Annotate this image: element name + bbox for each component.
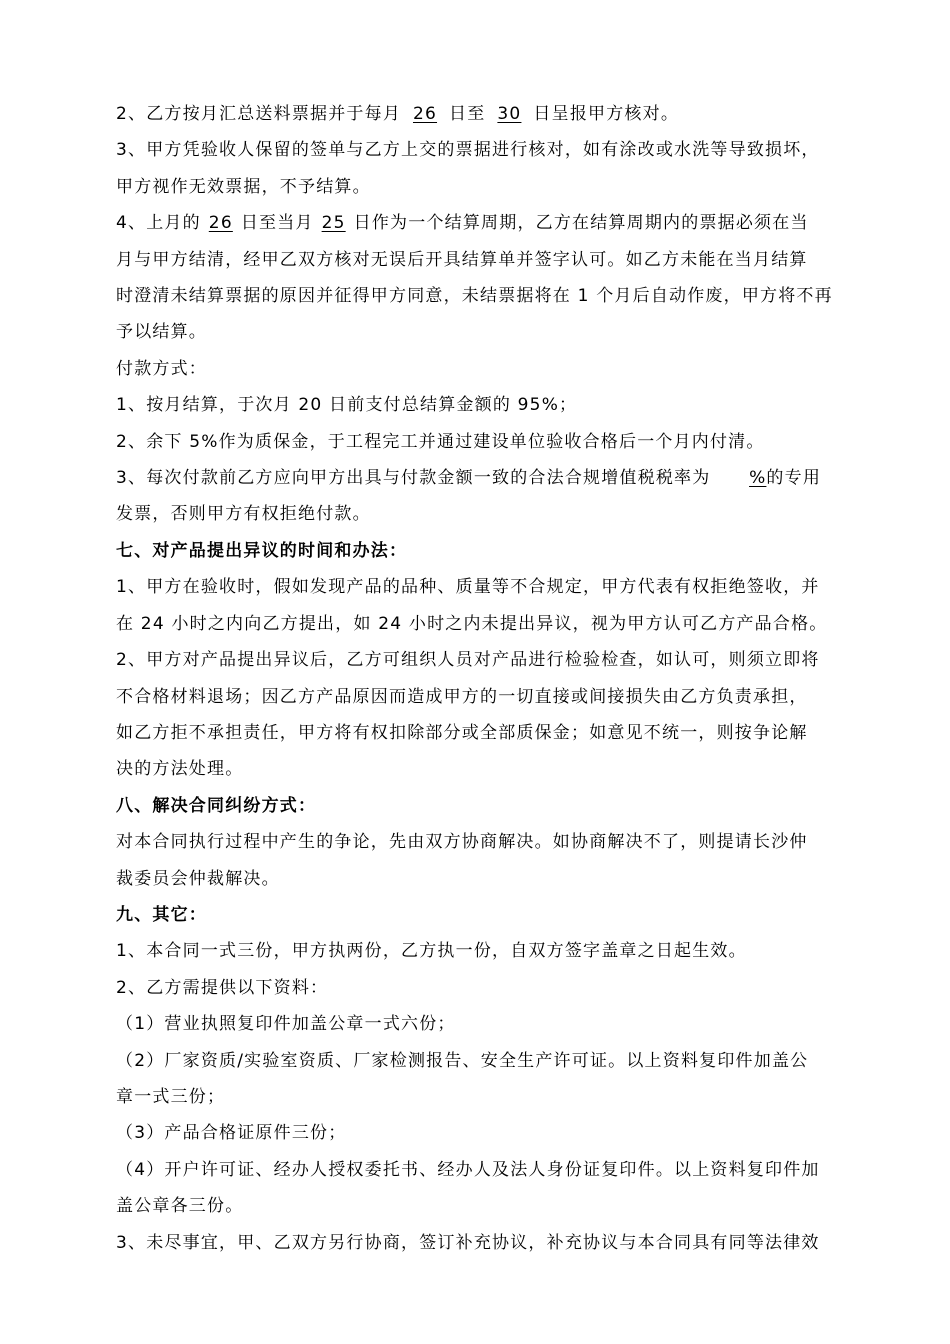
contract-page: [116, 96, 862, 1261]
clause-text: 3、每次付款前乙方应向甲方出具与付款金额一致的合法合规增值税税率为: [116, 468, 711, 489]
dispute-clause: 对本合同执行过程中产生的争论，先由双方协商解决。如协商解决不了，则提请长沙仲: [116, 832, 808, 853]
objection-clause-1: 1、甲方在验收时，假如发现产品的品种、质量等不合规定，甲方代表有权拒绝签收，并: [116, 577, 820, 598]
material-item-4-cont: 盖公章各三份。: [116, 1196, 244, 1217]
material-item-3: （3）产品合格证原件三份；: [116, 1123, 347, 1144]
receipt-check-clause-cont: 甲方视作无效票据，不予结算。: [116, 176, 371, 197]
section-8-heading: 八、解决合同纠纷方式：: [116, 795, 317, 816]
clause-text: 日至当月: [240, 213, 314, 234]
receipt-check-clause: 3、甲方凭验收人保留的签单与乙方上交的票据进行核对，如有涂改或水洗等导致损坏，: [116, 140, 820, 161]
material-item-2-cont: 章一式三份；: [116, 1086, 226, 1107]
report-end-day: 30: [497, 104, 522, 124]
settlement-period-clause-cont: 时澄清未结算票据的原因并征得甲方同意，未结票据将在 1 个月后自动作废，甲方将不再: [116, 286, 833, 307]
tax-rate-blank: %: [749, 468, 767, 489]
other-clause-3: 3、未尽事宜，甲、乙双方另行协商，签订补充协议，补充协议与本合同具有同等法律效: [116, 1232, 820, 1253]
material-item-2: （2）厂家资质/实验室资质、厂家检测报告、安全生产许可证。以上资料复印件加盖公: [116, 1050, 809, 1071]
settlement-period-clause: [116, 205, 862, 241]
settlement-period-clause-cont: 月与甲方结清，经甲乙双方核对无误后开具结算单并签字认可。如乙方未能在当月结算: [116, 249, 808, 270]
settlement-period-clause-cont: 予以结算。: [116, 322, 207, 343]
report-start-day: 26: [412, 104, 438, 124]
material-item-4: （4）开户许可证、经办人授权委托书、经办人及法人身份证复印件。以上资料复印件加: [116, 1159, 820, 1180]
clause-text: 的专用: [766, 468, 822, 489]
payment-item-2: 2、余下 5%作为质保金，于工程完工并通过建设单位验收合格后一个月内付清。: [116, 431, 765, 452]
other-clause-2: 2、乙方需提供以下资料：: [116, 977, 329, 998]
clause-text: 日至: [449, 104, 486, 124]
material-item-1: （1）营业执照复印件加盖公章一式六份；: [116, 1014, 456, 1035]
payment-item-1: 1、按月结算，于次月 20 日前支付总结算金额的 95%；: [116, 395, 578, 416]
objection-clause-2-cont: 决的方法处理。: [116, 759, 244, 780]
payment-item-3-cont: 发票，否则甲方有权拒绝付款。: [116, 504, 371, 525]
period-start-day: 26: [208, 213, 233, 234]
clause-text: 日呈报甲方核对。: [533, 104, 680, 124]
clause-text: 日作为一个结算周期，乙方在结算周期内的票据必须在当: [353, 213, 809, 234]
period-end-day: 25: [321, 213, 346, 234]
section-7-heading: 七、对产品提出异议的时间和办法：: [116, 540, 408, 561]
objection-clause-2-cont: 不合格材料退场；因乙方产品原因而造成甲方的一切直接或间接损失由乙方负责承担，: [116, 686, 808, 707]
objection-clause-2-cont: 如乙方拒不承担责任，甲方将有权扣除部分或全部质保金；如意见不统一，则按争论解: [116, 722, 808, 743]
clause-text: 4、上月的: [116, 213, 201, 234]
settlement-report-clause: [116, 96, 862, 132]
objection-clause-2: 2、甲方对产品提出异议后，乙方可组织人员对产品进行检验检查，如认可，则须立即将: [116, 650, 820, 671]
objection-clause-1-cont: 在 24 小时之内向乙方提出，如 24 小时之内未提出异议，视为甲方认可乙方产品合格。: [116, 613, 828, 634]
dispute-clause-cont: 裁委员会仲裁解决。: [116, 868, 280, 889]
clause-text: 2、乙方按月汇总送料票据并于每月: [116, 104, 402, 124]
section-9-heading: 九、其它：: [116, 904, 207, 925]
other-clause-1: 1、本合同一式三份，甲方执两份，乙方执一份，自双方签字盖章之日起生效。: [116, 941, 747, 962]
payment-item-3: [116, 460, 862, 496]
payment-method-label: 付款方式：: [116, 358, 207, 379]
